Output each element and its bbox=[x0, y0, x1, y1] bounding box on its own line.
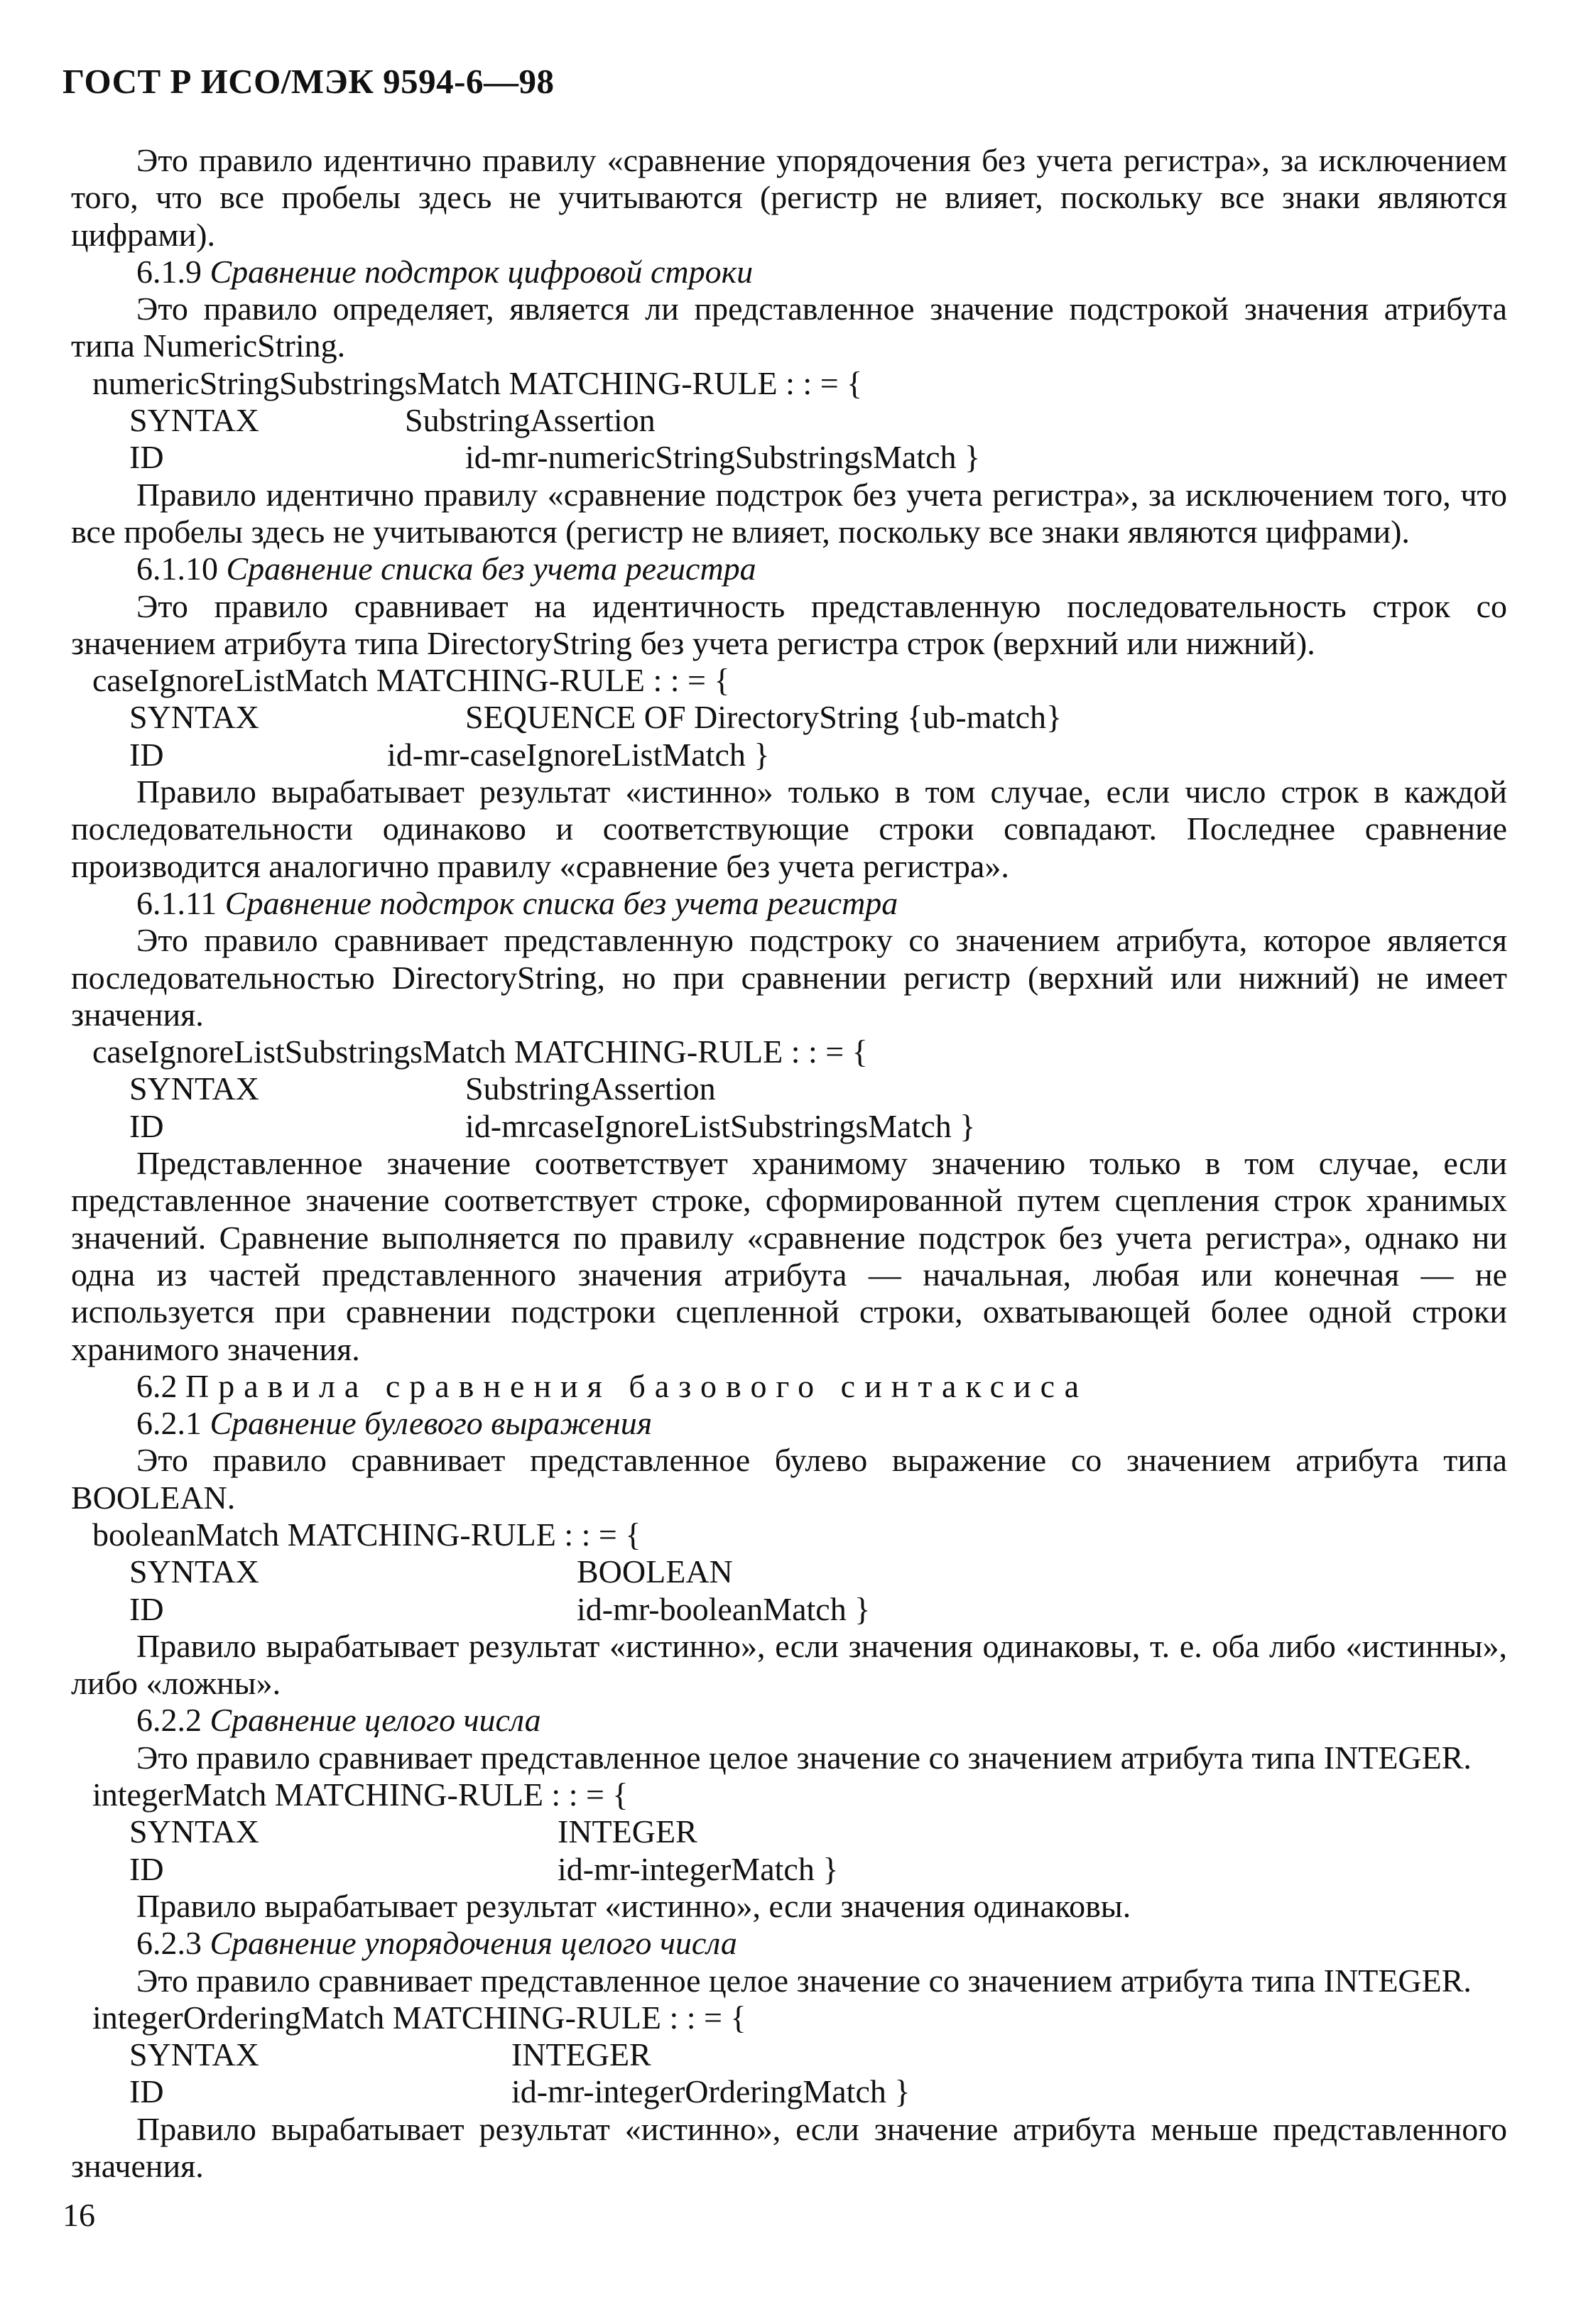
code-line bbox=[71, 2073, 1507, 2110]
paragraph: Правило вырабатывает результат «истинно», если значения одинаковы, т. е. оба либо «истинны», либо «ложны». bbox=[71, 1627, 1507, 1702]
code-line bbox=[71, 365, 1507, 402]
code-value: id-mr-caseIgnoreListMatch } bbox=[387, 736, 770, 773]
code-keyword: SYNTAX bbox=[129, 1553, 259, 1590]
code-value: id-mr-integerMatch } bbox=[558, 1850, 839, 1887]
code-line bbox=[71, 699, 1507, 736]
code-line bbox=[71, 1591, 1507, 1628]
paragraph: Правило вырабатывает результат «истинно» только в том случае, если число строк в каждой последовательности одинаково и соответствующие строки совпадают. Последнее сравнение производится аналогично правилу «сравнение без учета регистра». bbox=[71, 773, 1507, 884]
code-keyword: ID bbox=[129, 1107, 164, 1144]
code-value: id-mrcaseIgnoreListSubstringsMatch } bbox=[465, 1107, 976, 1144]
section-title: Сравнение упорядочения целого числа bbox=[210, 1925, 737, 1962]
paragraph: Представленное значение соответствует хранимому значению только в том случае, если представленное значение соответствует строке, сформированной путем сцепления строк хранимых значений. Сравнение выполняется по правилу «сравнение подстрок без учета регистра», однако ни одна из частей представленного значения атрибута — начальная, любая или конечная — не используется при сравнении подстроки сцепленной строки, охватывающей более одной строки хранимого значения. bbox=[71, 1145, 1507, 1367]
section-heading-6-2-1 bbox=[71, 1405, 1507, 1442]
section-number: 6.2.2 bbox=[136, 1702, 202, 1739]
code-keyword: SYNTAX bbox=[129, 402, 259, 439]
section-number: 6.1.9 bbox=[136, 253, 202, 290]
code-keyword: ID bbox=[129, 1850, 164, 1887]
code-line bbox=[71, 1516, 1507, 1553]
code-keyword: SYNTAX bbox=[129, 699, 259, 736]
code-value: BOOLEAN bbox=[577, 1553, 733, 1590]
section-heading-6-2 bbox=[71, 1368, 1507, 1405]
paragraph: Это правило сравнивает на идентичность представленную последовательность строк со значением атрибута типа DirectoryString без учета регистра строк (верхний или нижний). bbox=[71, 587, 1507, 661]
code-text: booleanMatch MATCHING-RULE : : = { bbox=[92, 1516, 641, 1553]
code-keyword: ID bbox=[129, 736, 164, 773]
code-value: SubstringAssertion bbox=[465, 1070, 716, 1107]
section-number: 6.2.3 bbox=[136, 1925, 202, 1962]
code-line bbox=[71, 439, 1507, 476]
paragraph: Правило вырабатывает результат «истинно», если значение атрибута меньше представленного значения. bbox=[71, 2110, 1507, 2185]
code-line bbox=[71, 1553, 1507, 1590]
paragraph: Это правило сравнивает представленное целое значение со значением атрибута типа INTEGER. bbox=[136, 1962, 1472, 1999]
code-text: integerMatch MATCHING-RULE : : = { bbox=[92, 1776, 629, 1813]
section-number: 6.1.10 bbox=[136, 550, 218, 587]
code-line bbox=[71, 1776, 1507, 1813]
section-number: 6.2 bbox=[136, 1367, 178, 1404]
code-keyword: ID bbox=[129, 1590, 164, 1627]
section-heading-6-1-11 bbox=[71, 885, 1507, 922]
paragraph: Это правило определяет, является ли представленное значение подстрокой значения атрибута типа NumericString. bbox=[71, 290, 1507, 364]
document-body bbox=[71, 142, 1507, 2185]
section-title: Сравнение подстрок списка без учета регистра bbox=[224, 884, 898, 921]
section-heading-6-1-9 bbox=[71, 254, 1507, 290]
code-value: id-mr-integerOrderingMatch } bbox=[511, 2073, 911, 2110]
code-text: integerOrderingMatch MATCHING-RULE : : = { bbox=[92, 1999, 746, 2036]
code-line bbox=[71, 1813, 1507, 1850]
section-number: 6.2.1 bbox=[136, 1405, 202, 1442]
code-text: caseIgnoreListMatch MATCHING-RULE : : = { bbox=[92, 662, 730, 699]
code-line bbox=[71, 1999, 1507, 2036]
section-title: Сравнение булевого выражения bbox=[210, 1405, 653, 1442]
paragraph: Это правило сравнивает представленное целое значение со значением атрибута типа INTEGER. bbox=[136, 1739, 1472, 1776]
code-keyword: ID bbox=[129, 439, 164, 476]
section-title: Сравнение подстрок цифровой строки bbox=[210, 253, 754, 290]
code-keyword: SYNTAX bbox=[129, 1813, 259, 1850]
code-value: id-mr-numericStringSubstringsMatch } bbox=[465, 439, 981, 476]
code-line bbox=[71, 737, 1507, 773]
page-number: 16 bbox=[63, 2197, 95, 2233]
section-heading-6-2-2 bbox=[71, 1702, 1507, 1739]
code-text: numericStringSubstringsMatch MATCHING-RULE : : = { bbox=[92, 364, 863, 401]
paragraph: Правило вырабатывает результат «истинно», если значения одинаковы. bbox=[136, 1887, 1131, 1924]
code-keyword: SYNTAX bbox=[129, 2036, 259, 2073]
code-value: INTEGER bbox=[511, 2036, 651, 2073]
code-line bbox=[71, 662, 1507, 699]
paragraph: Это правило сравнивает представленное булево выражение со значением атрибута типа BOOLEAN. bbox=[71, 1442, 1507, 1516]
code-line bbox=[71, 1851, 1507, 1888]
paragraph: Это правило сравнивает представленную подстроку со значением атрибута, которое является последовательностью DirectoryString, но при сравнении регистр (верхний или нижний) не имеет значения. bbox=[71, 922, 1507, 1033]
code-keyword: SYNTAX bbox=[129, 1070, 259, 1107]
code-line bbox=[71, 1033, 1507, 1070]
code-text: caseIgnoreListSubstringsMatch MATCHING-RULE : : = { bbox=[92, 1033, 868, 1070]
code-line bbox=[71, 1108, 1507, 1145]
document-header: ГОСТ Р ИСО/МЭК 9594-6—98 bbox=[63, 62, 555, 101]
code-line bbox=[71, 2036, 1507, 2073]
section-heading-6-2-3 bbox=[71, 1925, 1507, 1962]
code-line bbox=[71, 1070, 1507, 1107]
code-value: SEQUENCE OF DirectoryString {ub-match} bbox=[465, 699, 1063, 736]
paragraph: Это правило идентично правилу «сравнение упорядочения без учета регистра», за исключением того, что все пробелы здесь не учитываются (регистр не влияет, поскольку все знаки являются цифрами). bbox=[71, 142, 1507, 253]
code-value: id-mr-booleanMatch } bbox=[577, 1590, 871, 1627]
code-value: INTEGER bbox=[558, 1813, 697, 1850]
section-number: 6.1.11 bbox=[136, 884, 217, 921]
section-title: Сравнение списка без учета регистра bbox=[226, 550, 756, 587]
section-title: Сравнение целого числа bbox=[210, 1702, 541, 1739]
section-title: Правила сравнения базового синтаксиса bbox=[185, 1367, 1089, 1404]
code-keyword: ID bbox=[129, 2073, 164, 2110]
code-value: SubstringAssertion bbox=[405, 402, 656, 439]
section-heading-6-1-10 bbox=[71, 550, 1507, 587]
paragraph: Правило идентично правилу «сравнение подстрок без учета регистра», за исключением того, что все пробелы здесь не учитываются (регистр не влияет, поскольку все знаки являются цифрами). bbox=[71, 476, 1507, 550]
code-line bbox=[71, 402, 1507, 439]
